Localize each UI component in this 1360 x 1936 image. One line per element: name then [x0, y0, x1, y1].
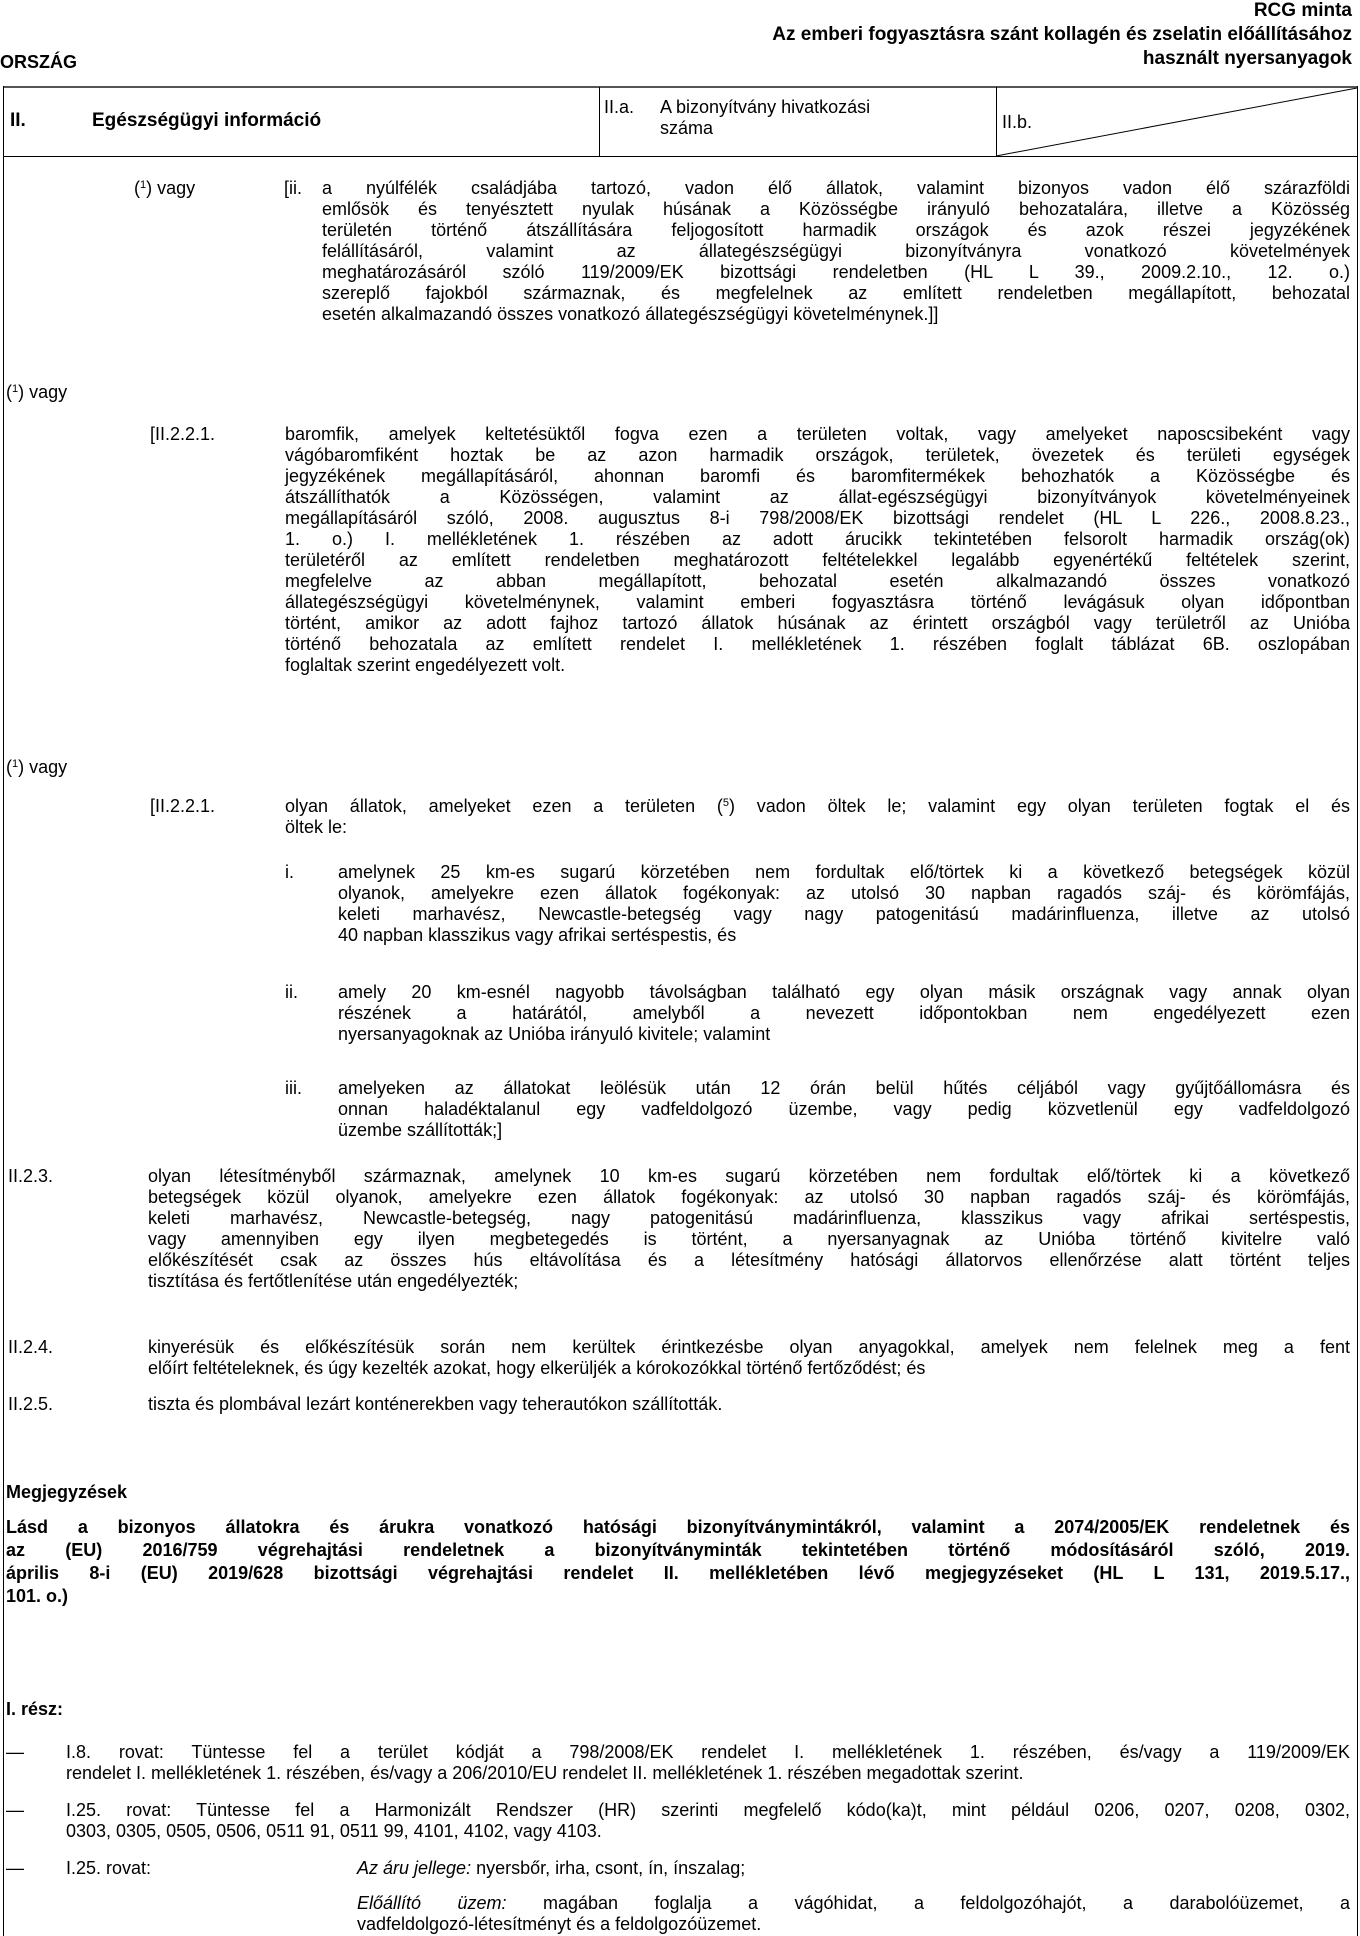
text-line: I.8. rovat: Tüntesse fel a terület kódját a 798/2008/EK rendelet I. mellékletének 1. részében, és/vagy a 119/2009/EK — [66, 1742, 1350, 1762]
text-line: olyan létesítményből származnak, amelynek 10 km-es sugarú körzetében nem fordultak elő/törtek ki a következő — [148, 1166, 1350, 1186]
text-line: történő behozatala az említett rendelet I. mellékletének 1. részében foglalt táblázat 6B. oszlopában — [285, 634, 1350, 654]
sub-item-text — [338, 982, 1350, 1045]
text-line: vágóbaromfiként hoztak be az azon harmadik országok, területek, övezetek és területi egységek — [285, 445, 1350, 465]
text-line: betegségek közül olyanok, amelyekre ezen állatok fogékonyak: az utolsó 30 napban ragadós száj- és körömfájás, — [148, 1187, 1350, 1207]
text-line: a nyúlfélék családjába tartozó, vadon élő állatok, valamint bizonyos vadon élő szárazföldi — [322, 178, 1350, 198]
text-line: meghatározásáról szóló 119/2009/EK bizottsági rendeletben (HL L 39., 2009.2.10., 12. o.) — [322, 262, 1350, 282]
text-line: keleti marhavész, Newcastle-betegség, nagy patogenitású madárinfluenza, klasszikus vagy afrikai sertéspestis, — [148, 1208, 1350, 1228]
sub-item-text — [338, 1078, 1350, 1141]
certificate-title-line2: használt nyersanyagok — [1142, 48, 1352, 69]
page-left-border — [3, 86, 4, 1936]
text-line: előírt feltételeknek, és úgy kezelték azokat, hogy elkerüljék a kórokozókkal történő fertőződést; és — [148, 1358, 926, 1378]
iib-diagonal-strike — [996, 87, 1358, 157]
text-line: baromfik, amelyek keltetésüktől fogva ezen a területen voltak, vagy amelyeket naposcsibeként vagy — [285, 424, 1350, 444]
sub-item-number: i. — [285, 862, 294, 882]
text-line: amelynek 25 km-es sugarú körzetében nem fordultak elő/törtek ki a következő betegségek közül — [338, 862, 1350, 882]
text-span: ) vadon öltek le; valamint egy olyan területen fogtak el és — [728, 796, 1350, 816]
certificate-title-line1: Az emberi fogyasztásra szánt kollagén és zselatin előállításához — [772, 24, 1352, 45]
country-label: ORSZÁG — [0, 52, 78, 72]
text-line: 101. o.) — [6, 1586, 69, 1606]
text-span: olyan állatok, amelyeket ezen a területen ( — [285, 796, 723, 816]
ref-number-label-num: II.a. — [604, 97, 635, 117]
clause-text — [148, 1166, 1350, 1292]
text-line: történt, amikor az adott fajhoz tartozó állatok húsának az érintett országból vagy területről az Unióba — [285, 613, 1350, 633]
text-line: megállapításáról szóló, 2008. augusztus 8-i 798/2008/EK bizottsági rendelet (HL L 226., 2008.8.23., — [285, 508, 1350, 528]
dash-bullet: — — [6, 1858, 24, 1878]
sub-item-number: ii. — [285, 982, 298, 1002]
text-line: vagy amennyiben egy ilyen megbetegedés is történt, a nyersanyagnak az Unióba történő kivitelre való — [148, 1229, 1350, 1249]
footnote-ref: 5 — [722, 797, 729, 809]
text-line: foglaltak szerint engedélyezett volt. — [285, 655, 566, 675]
clause-number: [ii. — [284, 178, 302, 198]
clause-number: [II.2.2.1. — [150, 796, 216, 816]
goods-nature — [357, 1858, 745, 1879]
part1-heading: I. rész: — [6, 1699, 64, 1719]
clause-number: II.2.4. — [8, 1337, 54, 1357]
notes-text — [6, 1516, 1350, 1608]
text-line: április 8-i (EU) 2019/628 bizottsági végrehajtási rendelet II. mellékletében lévő megjegyzéseket (HL L 131, 2019.5.17., — [6, 1563, 1350, 1583]
text-span: magában foglalja a vágóhidat, a feldolgozóhajót, a darabolóüzemet, a — [506, 1893, 1350, 1913]
text-line: szereplő fajokból származnak, és megfelelnek az említett rendeletben megállapított, behozatal — [322, 283, 1350, 303]
producing-plant — [357, 1893, 1350, 1935]
text-line: emlősök és tenyésztett nyulak húsának a Közösségbe irányuló behozatalára, illetve a Közösség — [322, 199, 1350, 219]
clause-text — [148, 1337, 1350, 1379]
alt-marker: ($^1$) vagy — [134, 178, 196, 198]
text-line: rendelet I. mellékletének 1. részében, és/vagy a 206/2010/EU rendelet II. mellékletének 1. részében megadottak szerint. — [66, 1763, 1024, 1783]
footnote-ref: 1 — [140, 179, 147, 191]
notes-heading: Megjegyzések — [6, 1482, 128, 1502]
sub-item-text — [338, 862, 1350, 946]
text-line: felállításáról, valamint az állategészségügyi bizonyítványra vonatkozó követelmények — [322, 241, 1350, 261]
text-line: üzembe szállították;] — [338, 1120, 503, 1140]
alt-marker-text: vagy — [24, 382, 68, 402]
clause-number: II.2.5. — [8, 1394, 54, 1414]
text-line: tiszta és plombával lezárt konténerekben vagy teherautókon szállították. — [148, 1394, 723, 1414]
alt-marker: ($^1$) vagy — [6, 382, 68, 402]
clause-text — [148, 1394, 1350, 1415]
clause-text — [322, 178, 1350, 325]
footnote-ref: 1 — [12, 758, 19, 770]
text-line: területéről az említett rendeletben meghatározott feltételekkel legalább egyenértékű feltételek szerint, — [285, 550, 1350, 570]
text-line: vadfeldolgozó-létesítményt és a feldolgozóüzemet. — [357, 1914, 762, 1934]
text-line: keleti marhavész, Newcastle-betegség vagy nagy patogenitású madárinfluenza, illetve az utolsó — [338, 904, 1350, 924]
text-line: amelyeken az állatokat leölésük után 12 órán belül hűtés céljából vagy gyűjtőállomásra és — [338, 1078, 1350, 1098]
text-line: előkészítését csak az összes hús eltávolítása és a létesítmény hatósági állatorvos ellenőrzése alatt történt teljes — [148, 1250, 1350, 1270]
clause-number: [II.2.2.1. — [150, 424, 216, 444]
part1-item — [66, 1800, 1350, 1842]
text-line: 0303, 0305, 0505, 0506, 0511 91, 0511 99, 4101, 4102, vagy 4103. — [66, 1821, 602, 1841]
text-line — [357, 1893, 1350, 1914]
text-line: állategészségügyi követelménynek, valamint emberi fogyasztásra történő levágásuk olyan időpontban — [285, 592, 1350, 612]
page-right-border — [1357, 86, 1358, 1936]
footnote-ref: 1 — [12, 383, 19, 395]
clause-text — [285, 796, 1350, 838]
clause-text — [285, 424, 1350, 676]
clause-number: II.2.3. — [8, 1166, 54, 1186]
part1-item — [66, 1742, 1350, 1784]
section-title: Egészségügyi információ — [92, 110, 322, 131]
text-line: I.25. rovat: Tüntesse fel a Harmonizált Rendszer (HR) szerinti megfelelő kódo(ka)t, mint például 0206, 0207, 0208, 0302, — [66, 1800, 1350, 1820]
certificate-model-label: RCG minta — [1253, 0, 1352, 21]
goods-nature-label: Az áru jellege: — [357, 1858, 472, 1878]
iib-label: II.b. — [1002, 112, 1033, 132]
text-line: átszállíthatók a Közösségen, valamint az állat-egészségügyi bizonyítványok követelményeinek — [285, 487, 1350, 507]
alt-marker-text: vagy — [24, 757, 68, 777]
dash-bullet: — — [6, 1742, 24, 1762]
text-line: esetén alkalmazandó összes vonatkozó állategészségügyi követelménynek.]] — [322, 304, 939, 324]
ref-number-label-line1: A bizonyítvány hivatkozási — [660, 97, 871, 117]
text-line: onnan haladéktalanul egy vadfeldolgozó üzembe, vagy pedig közvetlenül egy vadfeldolgozó — [338, 1099, 1350, 1119]
text-line: részének a határától, amelyből a nevezett időpontokban nem engedélyezett ezen — [338, 1003, 1350, 1023]
alt-marker-text: vagy — [152, 178, 196, 198]
text-line: 40 napban klasszikus vagy afrikai sertéspestis, és — [338, 925, 737, 945]
ref-number-label-line2: száma — [660, 118, 714, 138]
dash-bullet: — — [6, 1800, 24, 1820]
section-number: II. — [10, 110, 26, 131]
text-line: nyersanyagoknak az Unióba irányuló kivitele; valamint — [338, 1024, 771, 1044]
text-line: területén történő átszállítására feljogosított harmadik országok és azok részei jegyzékének — [322, 220, 1350, 240]
text-line: 1. o.) I. mellékletének 1. részében az adott árucikk tekintetében felsorolt harmadik ország(ok) — [285, 529, 1350, 549]
text-line: tisztítása és fertőtlenítése után engedélyezték; — [148, 1271, 519, 1291]
text-line: az (EU) 2016/759 végrehajtási rendeletnek a bizonyítványminták tekintetében történő módosításáról szóló, 2019. — [6, 1540, 1350, 1560]
ref-number-label — [660, 97, 870, 139]
text-line: öltek le: — [285, 817, 348, 837]
text-line: amely 20 km-esnél nagyobb távolságban található egy olyan másik országnak vagy annak olyan — [338, 982, 1350, 1002]
text-line: Lásd a bizonyos állatokra és árukra vonatkozó hatósági bizonyítványmintákról, valamint a 2074/2005/EK rendeletnek és — [6, 1517, 1350, 1537]
text-line: jegyzékének megállapításáról, ahonnan baromfi és baromfitermékek behozhatók a Közösségbe és — [285, 466, 1350, 486]
alt-marker: ($^1$) vagy — [6, 757, 68, 777]
sub-item-number: iii. — [285, 1078, 302, 1098]
text-line: kinyerésük és előkészítésük során nem kerültek érintkezésbe olyan anyagokkal, amelyek nem felelnek meg a fent — [148, 1337, 1350, 1357]
part1-item-label: I.25. rovat: — [66, 1858, 152, 1878]
cell-divider-iia — [599, 87, 600, 156]
text-line — [285, 796, 1350, 817]
text-line: olyanok, amelyekre ezen állatok fogékonyak: az utolsó 30 napban ragadós száj- és körömfájás, — [338, 883, 1350, 903]
text-line: megfelelve az abban megállapított, behozatal esetén alkalmazandó összes vonatkozó — [285, 571, 1350, 591]
goods-nature-value: nyersbőr, irha, csont, ín, ínszalag; — [471, 1858, 746, 1878]
producing-plant-label: Előállító üzem: — [357, 1893, 507, 1913]
